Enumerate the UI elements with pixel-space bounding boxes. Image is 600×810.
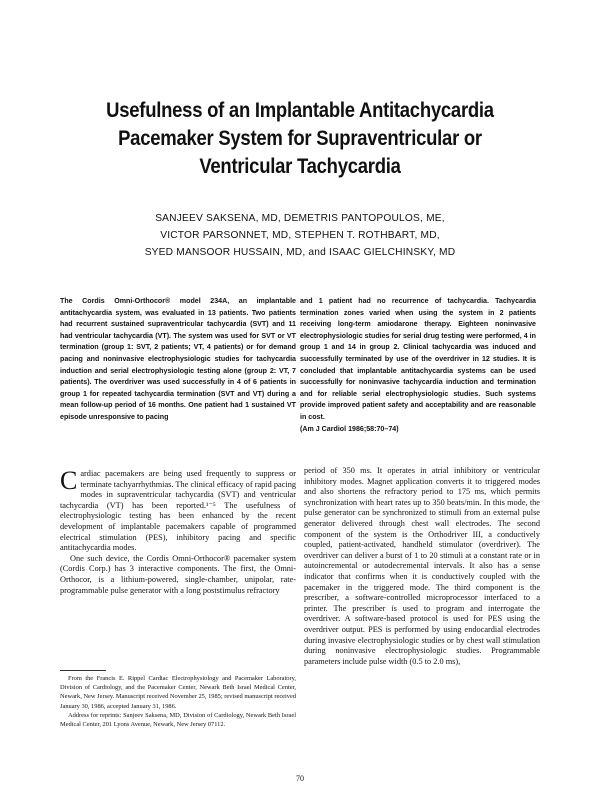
footnote-reprints: Address for reprints: Sanjeev Saksena, MD, Division of Cardiology, Newark Beth Israel Medical Center, 201 Lyons Avenue, Newark, New Jersey 07112.: [60, 711, 296, 729]
article-title: Usefulness of an Implantable Antitachycardia Pacemaker System for Supraventricular or Ventricular Tachycardia: [106, 98, 494, 178]
body-right-column: [304, 466, 540, 667]
author-list: [70, 210, 530, 261]
footnote: [60, 674, 296, 729]
drop-cap: C: [60, 466, 78, 495]
journal-citation: (Am J Cardiol 1986;58:70–74): [300, 424, 399, 433]
abstract-left-column: The Cordis Omni-Orthocor® model 234A, an implantable antitachycardia system, was evaluated in 13 patients. Two patients had recurrent sustained supraventricular tachycardia (SVT) and 11 had ventricular tachycardia (VT). The system was used for SVT or VT termination (group 1: SVT, 2 patients; VT, 4 patients) or for demand pacing and noninvasive electrophysiologic studies for tachycardia induction and serial electrophysiologic testing alone (group 2: VT, 7 patients). The overdriver was used successfully in 4 of 6 patients in group 1 for repeated tachycardia termination (SVT and VT) during a mean follow-up period of 16 months. One patient had 1 sustained VT episode unresponsive to pacing: [60, 297, 296, 421]
body-paragraph: One such device, the Cordis Omni-Orthocor® pacemaker system (Cordis Corp.) has 3 interactive components. The first, the Omni-Orthocor, is a lithium-powered, single-chamber, unipolar, rate-programmable pulse generator with a long poststimulus refractory: [60, 553, 296, 595]
author-line: SYED MANSOOR HUSSAIN, MD, and ISAAC GIELCHINSKY, MD: [144, 247, 456, 258]
footnote-divider: [60, 670, 106, 671]
footnote-affiliation: From the Francis E. Rippel Cardiac Electrophysiology and Pacemaker Laboratory, Division of Cardiology, and the Pacemaker Center, Newark Beth Israel Medical Center, Newark, New Jersey. Manuscript received November 25, 1985; revised manuscript received January 30, 1986, accepted January 31, 1986.: [60, 675, 296, 710]
abstract-right-column: [300, 296, 536, 435]
body-left-column: [60, 466, 296, 596]
abstract-right-text: and 1 patient had no recurrence of tachycardia. Tachycardia termination zones varied when using the system in 2 patients receiving long-term amiodarone therapy. Eighteen noninvasive electrophysiologic studies for serial drug testing were performed, 4 in group 1 and 14 in group 2. Clinical tachycardia was induced and successfully terminated by use of the overdriver in 12 studies. It is concluded that implantable antitachycardia systems can be used successfully for noninvasive tachycardia induction and termination and for reliable serial electrophysiologic studies. Such systems provide improved patient safety and acceptability and are reasonable in cost.: [300, 297, 536, 421]
author-line: SANJEEV SAKSENA, MD, DEMETRIS PANTOPOULOS, ME,: [155, 213, 445, 224]
page-number: 70: [296, 774, 304, 783]
author-line: VICTOR PARSONNET, MD, STEPHEN T. ROTHBART, MD,: [160, 230, 440, 241]
body-paragraph: period of 350 ms. It operates in atrial inhibitory or ventricular inhibitory modes. Magnet application converts it to triggered modes and also shortens the refractory period to 175 ms, which permits synchronization with heart rates up to 350 beats/min. In this mode, the pulse generator can be synchronized to stimuli from an external pulse generator delivered through chest wall electrodes. The second component of the system is the Orthodriver III, a conductively coupled, patient-activated, handheld stimulator (overdriver). The overdriver can deliver a burst of 1 to 20 stimuli at a constant rate or in autoincremental or autodecremental intervals. It also has a sense indicator that confirms when it is conductively coupled with the pacemaker in the triggered mode. The third component is the prescriber, a software-controlled microprocessor interfaced to a printer. The prescriber is used to program and interrogate the overdriver. A software-based protocol is used for PES using the overdriver output. PES is performed by using endocardial electrodes during invasive electrophysiologic studies or by chest wall stimulation during noninvasive electrophysiologic studies. Programmable parameters include pulse width (0.5 to 2.0 ms),: [304, 466, 540, 666]
body-paragraph: [60, 466, 296, 554]
body-text: ardiac pacemakers are being used frequently to suppress or terminate tachyarrhythmias. The clinical efficacy of rapid pacing modes in supraventricular tachycardia (SVT) and ventricular tachycardia (VT) has been reported.¹⁻⁵ The usefulness of electrophysiologic testing has been enhanced by the recent development of implantable pacemakers capable of programmed electrical stimulation (PES), inhibitory pacing and specific antitachycardia modes.: [60, 469, 296, 553]
